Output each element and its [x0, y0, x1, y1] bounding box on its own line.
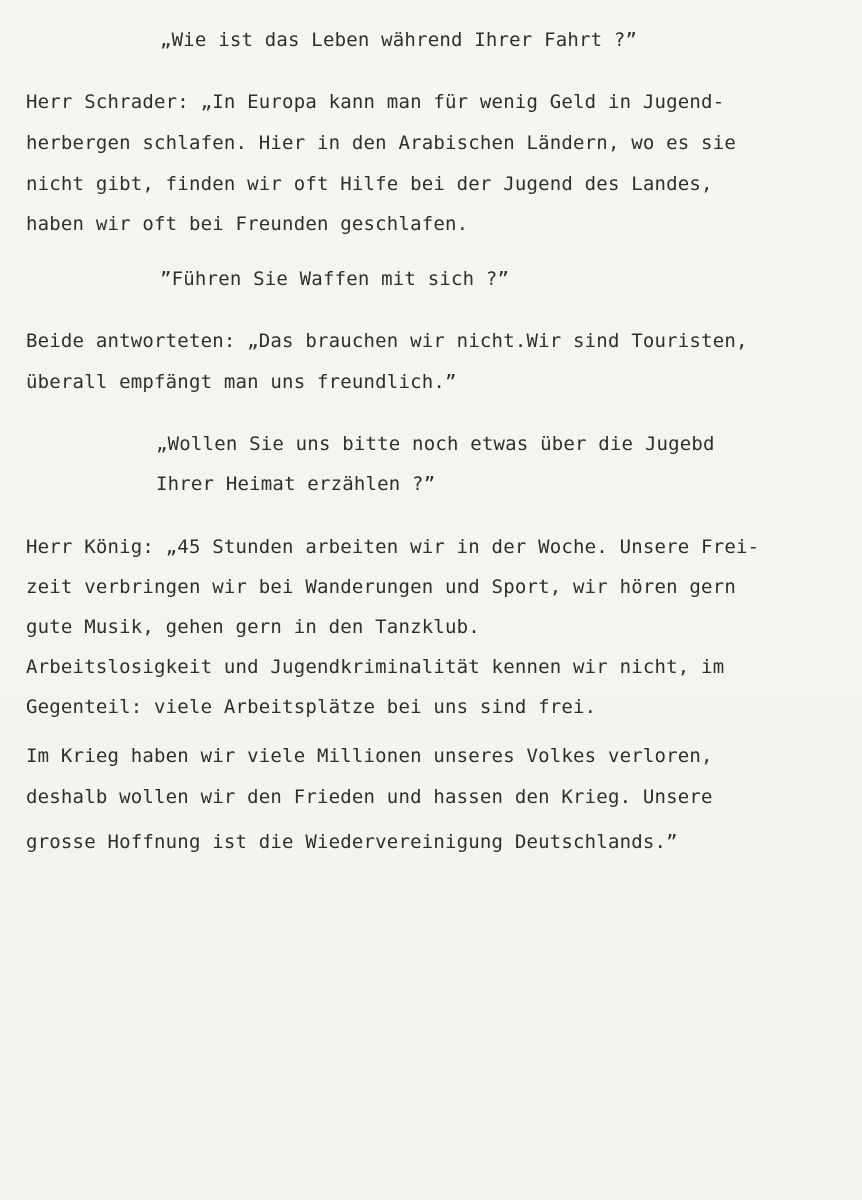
answer-3-line-4: Arbeitslosigkeit und Jugendkriminalität kennen wir nicht, im [26, 656, 725, 678]
answer-3-line-2: zeit verbringen wir bei Wanderungen und Sport, wir hören gern [26, 576, 736, 598]
answer-3-line-6: Im Krieg haben wir viele Millionen unseres Volkes verloren, [26, 745, 713, 767]
question-1: „Wie ist das Leben während Ihrer Fahrt ?” [160, 29, 638, 51]
question-3-line-1: „Wollen Sie uns bitte noch etwas über die Jugebd [156, 433, 715, 455]
answer-1-line-3: nicht gibt, finden wir oft Hilfe bei der Jugend des Landes, [26, 173, 713, 195]
answer-1-line-4: haben wir oft bei Freunden geschlafen. [26, 213, 469, 235]
answer-3-line-1: Herr König: „45 Stunden arbeiten wir in der Woche. Unsere Frei- [26, 536, 760, 558]
answer-3-line-3: gute Musik, gehen gern in den Tanzklub. [26, 616, 480, 638]
answer-1-line-1: Herr Schrader: „In Europa kann man für wenig Geld in Jugend- [26, 91, 725, 113]
answer-2-line-1: Beide antworteten: „Das brauchen wir nicht.Wir sind Touristen, [26, 330, 748, 352]
answer-3-line-5: Gegenteil: viele Arbeitsplätze bei uns sind frei. [26, 696, 597, 718]
answer-1-line-2: herbergen schlafen. Hier in den Arabischen Ländern, wo es sie [26, 132, 736, 154]
answer-2-line-2: überall empfängt man uns freundlich.” [26, 371, 457, 393]
answer-3-line-7: deshalb wollen wir den Frieden und hassen den Krieg. Unsere [26, 786, 713, 808]
question-3-line-2: Ihrer Heimat erzählen ?” [156, 473, 436, 495]
question-2: ”Führen Sie Waffen mit sich ?” [160, 268, 510, 290]
answer-3-line-8: grosse Hoffnung ist die Wiedervereinigung Deutschlands.” [26, 831, 678, 853]
